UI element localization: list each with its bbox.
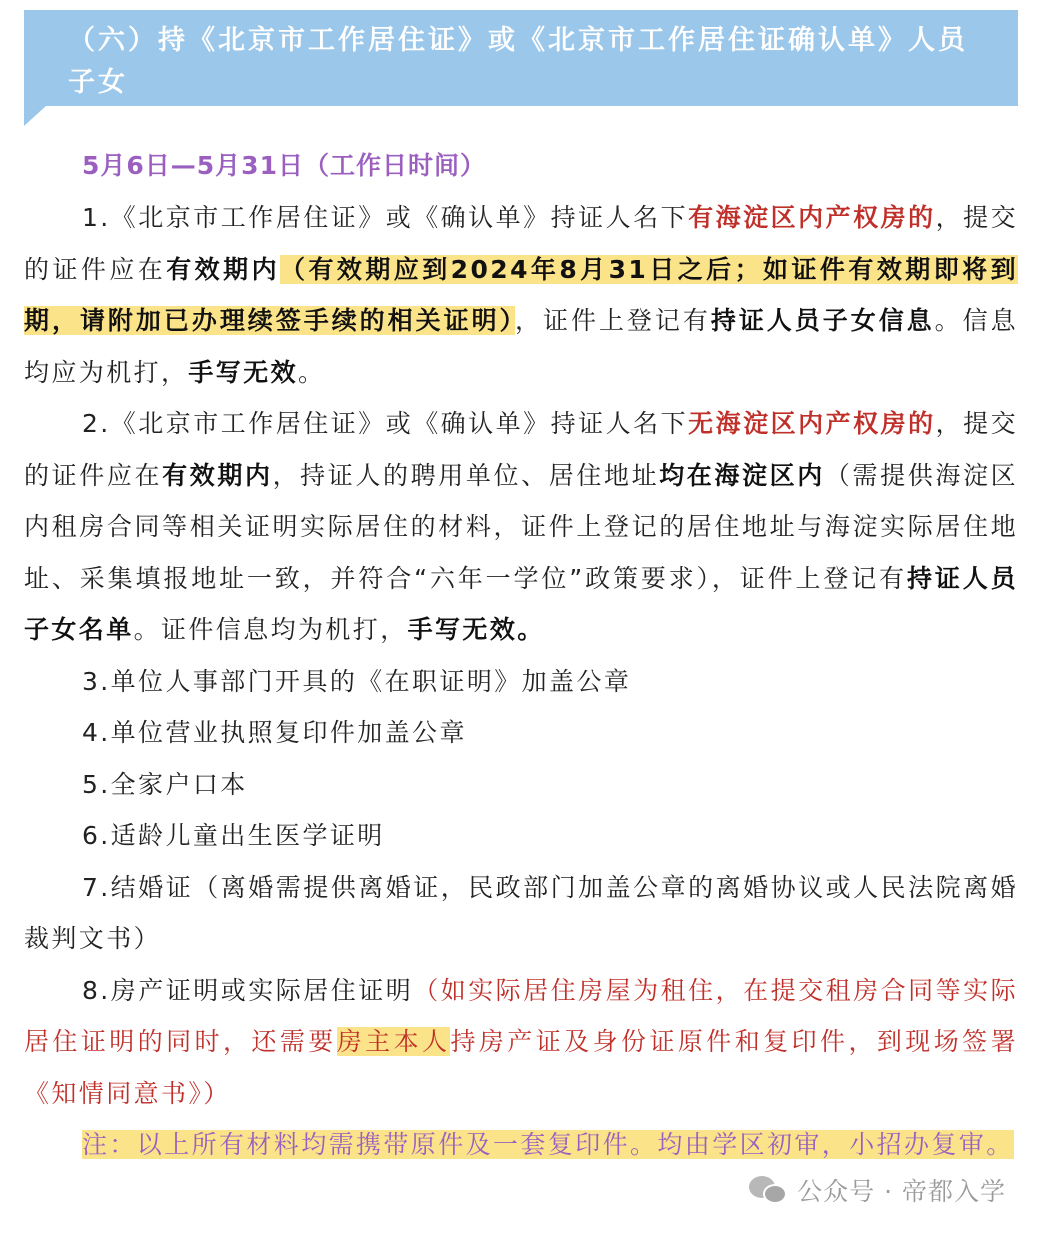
item-2-text-4: （需提供海淀区内租房合同等相关证明实际居住的材料，证件上登记的居住地址与海淀实际居住地址、采集填报地址一致，并符合“六年一学位”政策要求），证件上登记有 <box>24 460 1018 593</box>
item-1-text-2: ，提交的证件应在 <box>24 203 1018 284</box>
item-1-text-5: 。 <box>298 357 326 387</box>
item-5: 5.全家户口本 <box>82 769 248 799</box>
item-2-text-5: 。证件信息均为机打， <box>133 615 408 644</box>
item-8-text: 8.房产证明或实际居住证明 <box>82 975 414 1005</box>
item-4: 4.单位营业执照复印件加盖公章 <box>82 718 467 747</box>
item-2-highlight-red: 无海淀区内产权房的 <box>688 409 936 438</box>
item-8-note: （如实际居住房屋为租住，在提交租房合同等实际居住证明的同时，还需要 <box>24 975 1018 1056</box>
item-2-children-list: 持证人员子女名单 <box>24 563 1018 644</box>
section-banner <box>24 10 1018 106</box>
watermark-text: 公众号 · 帝都入学 <box>797 1177 1006 1206</box>
content <box>24 140 1018 1171</box>
item-8-note-2: 持房产证及身份证原件和复印件，到现场签署《知情同意书》） <box>24 1027 1018 1108</box>
item-2-handwritten-invalid: 手写无效。 <box>407 615 545 644</box>
item-2-text-2: ，提交的证件应在 <box>24 409 1018 490</box>
item-2-valid-period: 有效期内 <box>162 460 273 490</box>
item-8 <box>24 965 1018 1120</box>
item-1-children-info: 持证人员子女信息 <box>710 306 935 335</box>
wechat-icon <box>749 1174 789 1206</box>
item-1-handwritten-invalid: 手写无效 <box>188 357 299 387</box>
item-7: 7.结婚证（离婚需提供离婚证，民政部门加盖公章的离婚协议或人民法院离婚裁判文书） <box>24 872 1018 953</box>
item-1-text-3: ，证件上登记有 <box>515 306 711 335</box>
note-text: 注：以上所有材料均需携带原件及一套复印件。均由学区初审，小招办复审。 <box>82 1130 1014 1159</box>
item-1-text-4: 。信息均应为机打， <box>24 306 1019 387</box>
note <box>24 1119 1018 1171</box>
item-3: 3.单位人事部门开具的《在职证明》加盖公章 <box>82 666 632 696</box>
item-2-text-3: ，持证人的聘用单位、居住地址 <box>272 460 660 490</box>
item-1-validity-note: （有效期应到2024年8月31日之后；如证件有效期即将到期，请附加已办理续签手续的相关证明） <box>24 254 1018 335</box>
date-range: 5月6日—5月31日（工作日时间） <box>82 151 486 180</box>
item-1-text: 1.《北京市工作居住证》或《确认单》持证人名下 <box>82 203 689 232</box>
item-6: 6.适龄儿童出生医学证明 <box>82 821 385 850</box>
watermark <box>749 1172 1006 1208</box>
item-2 <box>24 398 1018 656</box>
item-1-valid-period: 有效期内 <box>166 254 281 284</box>
item-1 <box>24 192 1018 398</box>
banner-pointer <box>24 106 46 126</box>
section-title: （六）持《北京市工作居住证》或《北京市工作居住证确认单》人员子女 <box>68 25 968 98</box>
item-8-owner: 房主本人 <box>336 1027 451 1056</box>
item-2-text: 2.《北京市工作居住证》或《确认单》持证人名下 <box>82 409 689 438</box>
item-2-in-haidian: 均在海淀区内 <box>659 460 825 490</box>
item-1-highlight-red: 有海淀区内产权房的 <box>688 203 936 232</box>
